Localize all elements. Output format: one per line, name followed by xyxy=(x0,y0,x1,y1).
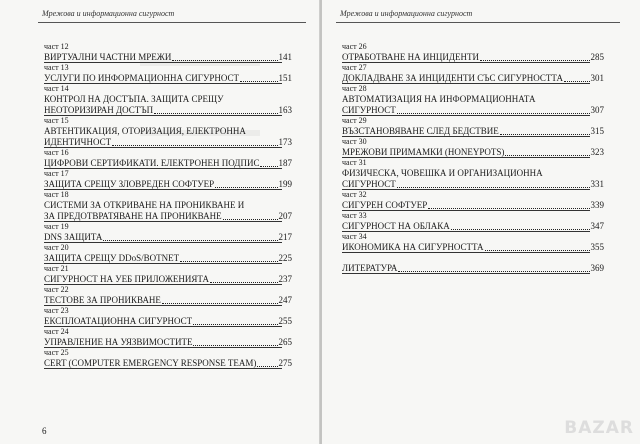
toc-entry xyxy=(342,232,604,253)
entry-title: УПРАВЛЕНИЕ НА УЯЗВИМОСТИТЕ xyxy=(44,337,193,347)
dot-leader xyxy=(500,134,590,135)
toc-entry xyxy=(44,222,292,243)
entry-page-number: 173 xyxy=(278,137,292,147)
entry-title: ВИРТУАЛНИ ЧАСТНИ МРЕЖИ xyxy=(44,52,172,62)
part-label: част 31 xyxy=(342,158,367,167)
part-label: част 34 xyxy=(342,232,367,241)
dot-leader xyxy=(193,324,277,325)
dot-leader xyxy=(210,282,278,283)
dot-leader xyxy=(260,166,277,167)
dot-leader xyxy=(397,113,590,114)
entry-page-number: 315 xyxy=(590,126,604,136)
entry-title: ТЕСТОВЕ ЗА ПРОНИКВАНЕ xyxy=(44,295,161,305)
dot-leader xyxy=(215,187,277,188)
entry-page-number: 255 xyxy=(278,316,292,326)
part-label: част 16 xyxy=(44,148,69,157)
entry-page-number: 347 xyxy=(590,221,604,231)
toc-entry xyxy=(342,158,604,190)
part-label: част 15 xyxy=(44,116,69,125)
toc-entry xyxy=(44,148,292,169)
entry-page-number: 225 xyxy=(278,253,292,263)
toc-entry xyxy=(342,116,604,137)
toc-entry xyxy=(342,137,604,158)
toc-entry xyxy=(342,211,604,232)
part-label: част 28 xyxy=(342,84,367,93)
part-label: част 12 xyxy=(44,42,69,51)
dot-leader xyxy=(223,219,278,220)
entry-page-number: 217 xyxy=(278,232,292,242)
dot-leader xyxy=(193,345,277,346)
entry-title: ВЪЗСТАНОВЯВАНЕ СЛЕД БЕДСТВИЕ xyxy=(342,126,499,136)
dot-leader xyxy=(112,145,277,146)
part-label: част 26 xyxy=(342,42,367,51)
entry-page-number: 339 xyxy=(590,200,604,210)
entry-underline xyxy=(342,273,590,274)
dot-leader xyxy=(240,81,278,82)
entry-title: DNS ЗАЩИТА xyxy=(44,232,103,242)
dot-leader xyxy=(397,187,590,188)
dot-leader xyxy=(480,60,589,61)
part-label: част 20 xyxy=(44,243,69,252)
entry-page-number: 275 xyxy=(278,358,292,368)
dot-leader xyxy=(485,250,590,251)
entry-page-number: 237 xyxy=(278,274,292,284)
entry-title-line: АВТОМАТИЗАЦИЯ НА ИНФОРМАЦИОННАТА xyxy=(342,94,536,104)
entry-page-number: 199 xyxy=(278,179,292,189)
entry-page-number: 265 xyxy=(278,337,292,347)
entry-title: ИКОНОМИКА НА СИГУРНОСТТА xyxy=(342,242,484,252)
entry-page-number: 331 xyxy=(590,179,604,189)
toc-entry xyxy=(44,243,292,264)
part-label: част 25 xyxy=(44,348,69,357)
part-label: част 30 xyxy=(342,137,367,146)
entry-title: МРЕЖОВИ ПРИМАМКИ (HONEYPOTS) xyxy=(342,147,505,157)
toc-entry xyxy=(342,63,604,84)
table-of-contents xyxy=(342,42,604,274)
dot-leader xyxy=(398,271,589,272)
entry-page-number: 301 xyxy=(590,73,604,83)
toc-entry xyxy=(342,42,604,63)
entry-title: ЗА ПРЕДОТВРАТЯВАНЕ НА ПРОНИКВАНЕ xyxy=(44,211,222,221)
entry-page-number: 163 xyxy=(278,105,292,115)
entry-title: УСЛУГИ ПО ИНФОРМАЦИОННА СИГУРНОСТ xyxy=(44,73,239,83)
toc-entry xyxy=(44,285,292,306)
entry-page-number: 187 xyxy=(278,158,292,168)
entry-title: СИГУРНОСТ xyxy=(342,105,396,115)
part-label: част 23 xyxy=(44,306,69,315)
part-label: част 21 xyxy=(44,264,69,273)
entry-page-number: 207 xyxy=(278,211,292,221)
toc-entry xyxy=(44,264,292,285)
entry-title: СИГУРНОСТ НА УЕБ ПРИЛОЖЕНИЯТА xyxy=(44,274,209,284)
entry-page-number: 323 xyxy=(590,147,604,157)
entry-page-number: 355 xyxy=(590,242,604,252)
toc-entry xyxy=(342,253,604,274)
entry-page-number: 151 xyxy=(278,73,292,83)
page-number: 6 xyxy=(42,426,47,436)
entry-title: ЗАЩИТА СРЕЩУ ЗЛОВРЕДЕН СОФТУЕР xyxy=(44,179,215,189)
header-rule xyxy=(336,22,620,23)
entry-title-line: КОНТРОЛ НА ДОСТЪПА. ЗАЩИТА СРЕЩУ xyxy=(44,94,224,104)
dot-leader xyxy=(103,240,277,241)
toc-entry xyxy=(342,84,604,116)
dot-leader xyxy=(451,229,590,230)
part-label: част 27 xyxy=(342,63,367,72)
part-label xyxy=(342,253,604,263)
entry-title-line: АВТЕНТИКАЦИЯ, ОТОРИЗАЦИЯ, ЕЛЕКТРОННА xyxy=(44,126,246,136)
right-page xyxy=(322,0,640,444)
entry-title: ЛИТЕРАТУРА xyxy=(342,263,398,273)
entry-title-line: СИСТЕМИ ЗА ОТКРИВАНЕ НА ПРОНИКВАНЕ И xyxy=(44,200,245,210)
entry-title: СИГУРНОСТ НА ОБЛАКА xyxy=(342,221,450,231)
table-of-contents xyxy=(44,42,292,369)
entry-title: ЦИФРОВИ СЕРТИФИКАТИ. ЕЛЕКТРОНЕН ПОДПИС xyxy=(44,158,260,168)
part-label: част 17 xyxy=(44,169,69,178)
part-label: част 14 xyxy=(44,84,69,93)
toc-entry xyxy=(44,116,292,148)
toc-entry xyxy=(44,190,292,222)
part-label: част 33 xyxy=(342,211,367,220)
entry-page-number: 141 xyxy=(278,52,292,62)
part-label: част 18 xyxy=(44,190,69,199)
toc-entry xyxy=(44,327,292,348)
entry-title: СИГУРЕН СОФТУЕР xyxy=(342,200,428,210)
page-header: Мрежова и информационна сигурност xyxy=(340,9,473,18)
entry-page-number: 247 xyxy=(278,295,292,305)
page-header: Мрежова и информационна сигурност xyxy=(42,9,175,18)
toc-entry xyxy=(44,42,292,63)
dot-leader xyxy=(172,60,277,61)
entry-title: СИГУРНОСТ xyxy=(342,179,396,189)
entry-title: ОТРАБОТВАНЕ НА ИНЦИДЕНТИ xyxy=(342,52,480,62)
entry-title: ЗАЩИТА СРЕЩУ DDoS/BOTNET xyxy=(44,253,180,263)
entry-page-number: 369 xyxy=(590,263,604,273)
toc-entry xyxy=(44,306,292,327)
dot-leader xyxy=(564,81,590,82)
part-label: част 19 xyxy=(44,222,69,231)
dot-leader xyxy=(162,303,278,304)
toc-entry xyxy=(342,190,604,211)
part-label: част 22 xyxy=(44,285,69,294)
entry-title-line: ФИЗИЧЕСКА, ЧОВЕШКА И ОРГАНИЗАЦИОННА xyxy=(342,168,543,178)
toc-entry xyxy=(44,348,292,369)
entry-underline xyxy=(44,368,282,369)
header-rule xyxy=(38,22,306,23)
entry-page-number: 307 xyxy=(590,105,604,115)
part-label: част 29 xyxy=(342,116,367,125)
part-label: част 32 xyxy=(342,190,367,199)
toc-entry xyxy=(44,84,292,116)
entry-title: НЕОТОРИЗИРАН ДОСТЪП xyxy=(44,105,154,115)
entry-title: ЕКСПЛОАТАЦИОННА СИГУРНОСТ xyxy=(44,316,193,326)
entry-title: ДОКЛАДВАНЕ ЗА ИНЦИДЕНТИ СЪС СИГУРНОСТТА xyxy=(342,73,563,83)
dot-leader xyxy=(428,208,589,209)
dot-leader xyxy=(180,261,277,262)
part-label: част 24 xyxy=(44,327,69,336)
entry-page-number: 285 xyxy=(590,52,604,62)
dot-leader xyxy=(257,366,277,367)
toc-entry xyxy=(44,63,292,84)
watermark-logo: BAZAR xyxy=(564,418,634,438)
dot-leader xyxy=(154,113,277,114)
entry-title: ИДЕНТИЧНОСТ xyxy=(44,137,112,147)
dot-leader xyxy=(505,155,589,156)
entry-title: CERT (COMPUTER EMERGENCY RESPONSE TEAM) xyxy=(44,358,257,368)
part-label: част 13 xyxy=(44,63,69,72)
toc-entry xyxy=(44,169,292,190)
